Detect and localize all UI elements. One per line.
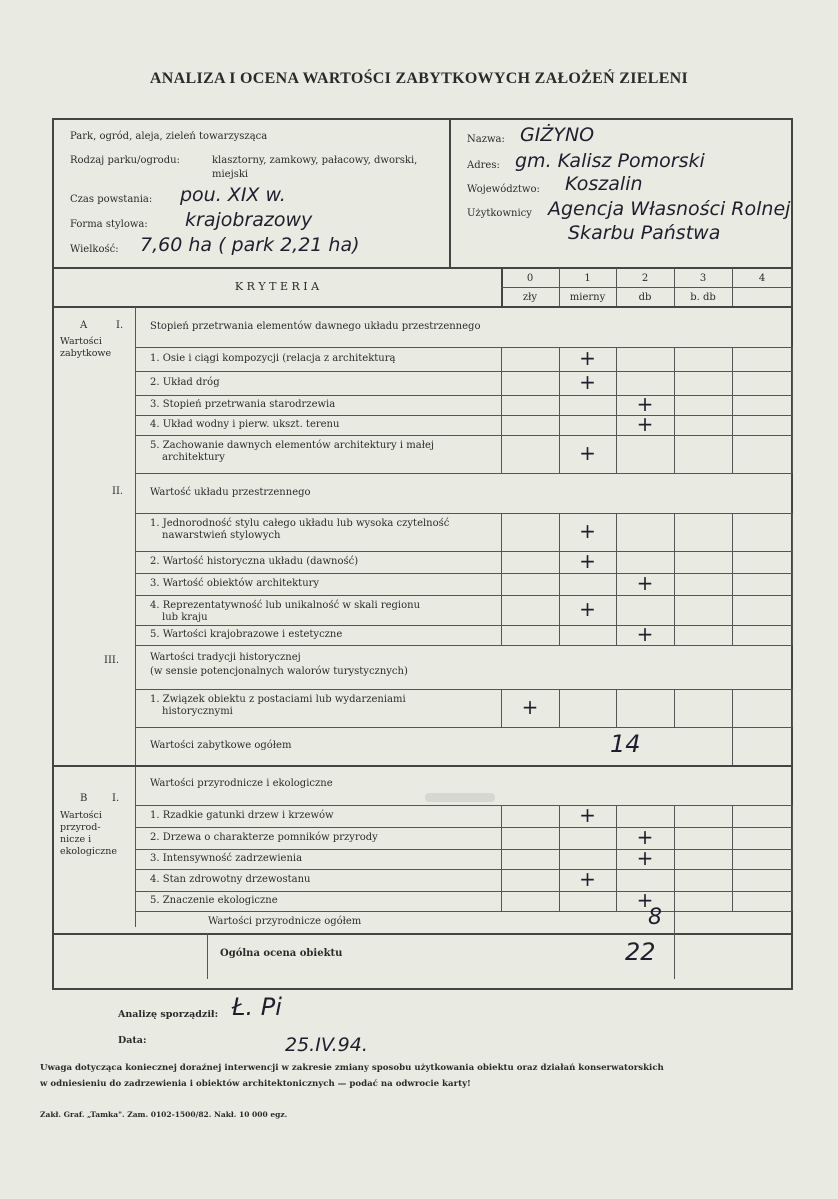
score-cell-divider: [732, 689, 733, 727]
row-line: [135, 805, 792, 806]
score-cell-divider: [732, 551, 733, 573]
score-cell-divider: [616, 347, 617, 371]
section-b-title: Wartości przyrodnicze i ekologiczne: [150, 778, 333, 789]
row-line: [135, 727, 792, 728]
mark-plus: +: [579, 597, 596, 621]
group-title-2: (w sensie potencjonalnych walorów turystycznych): [150, 666, 408, 677]
row-line: [135, 551, 792, 552]
section-label-divider: [135, 307, 136, 927]
row-line: [135, 689, 792, 690]
section-a-label-2: zabytkowe: [60, 348, 112, 359]
criterion-row-2: historycznymi: [162, 706, 233, 717]
score-cell-divider: [792, 347, 793, 371]
park-kind-label: Rodzaj parku/ogrodu:: [70, 155, 180, 166]
score-cell-divider: [792, 849, 793, 869]
score-cell-divider: [501, 595, 502, 625]
score-cell-divider: [792, 415, 793, 435]
mark-plus: +: [636, 571, 654, 595]
row-line: [135, 891, 792, 892]
score-cell-divider: [559, 573, 560, 595]
criteria-col-number: 4: [758, 273, 766, 284]
group-title: Wartości tradycji historycznej: [150, 652, 301, 663]
mark-plus: +: [579, 519, 596, 543]
score-cell-divider: [559, 827, 560, 849]
score-cell-divider: [559, 625, 560, 645]
row-line: [135, 415, 792, 416]
total-b-label: Wartości przyrodnicze ogółem: [208, 916, 362, 927]
score-cell-divider: [792, 827, 793, 849]
criteria-mid-line: [501, 287, 792, 288]
score-cell-divider: [792, 513, 793, 551]
score-cell-divider: [732, 805, 733, 827]
overall-value: 22: [625, 938, 656, 966]
row-line: [135, 849, 792, 850]
criteria-col-number: 3: [699, 273, 707, 284]
criterion-row: 5. Znaczenie ekologiczne: [150, 895, 278, 906]
criterion-row: 4. Układ wodny i pierw. ukszt. terenu: [150, 419, 340, 430]
criterion-row: 3. Wartość obiektów architektury: [150, 578, 320, 589]
criterion-row: 2. Wartość historyczna układu (dawność): [150, 556, 359, 567]
erased-mark: [425, 793, 495, 802]
score-cell-divider: [501, 347, 502, 371]
row-line: [135, 869, 792, 870]
criteria-bottom-line: [53, 306, 792, 308]
score-cell-divider: [732, 595, 733, 625]
row-line: [135, 513, 792, 514]
name-label: Nazwa:: [467, 134, 505, 145]
overall-line: [53, 933, 792, 935]
group-roman: II.: [112, 486, 124, 497]
mark-plus: +: [579, 549, 596, 573]
score-cell-divider: [674, 415, 675, 435]
group-line: [135, 473, 792, 474]
score-cell-divider: [674, 573, 675, 595]
mark-plus: +: [636, 412, 654, 436]
mark-plus: +: [636, 392, 654, 416]
score-cell-divider: [501, 827, 502, 849]
score-cell-divider: [501, 371, 502, 395]
section-b-roman: I.: [112, 793, 120, 804]
section-a-label-1: Wartości: [60, 336, 102, 347]
score-cell-divider: [616, 869, 617, 891]
row-line: [135, 395, 792, 396]
score-cell-divider: [792, 595, 793, 625]
criteria-col-number: 0: [526, 273, 534, 284]
header-bottom-line: [53, 267, 792, 269]
score-cell-divider: [559, 395, 560, 415]
section-a-roman: I.: [116, 320, 124, 331]
criterion-row-2: architektury: [162, 452, 225, 463]
time-value: pou. XIX w.: [180, 184, 286, 206]
header-divider: [449, 119, 451, 268]
score-cell-divider: [732, 625, 733, 645]
score-cell-divider: [674, 891, 675, 911]
section-b-label-3: nicze i: [60, 834, 92, 845]
score-cell-divider: [559, 415, 560, 435]
users-label: Użytkownicy: [467, 208, 532, 219]
row-line: [135, 595, 792, 596]
section-b-label-2: przyrod-: [60, 822, 101, 833]
criterion-row: 5. Zachowanie dawnych elementów architektury i małej: [150, 440, 434, 451]
criteria-col-label: mierny: [569, 292, 606, 303]
score-cell-divider: [732, 727, 733, 765]
criterion-row: 1. Jednorodność stylu całego układu lub wysoka czytelność: [150, 518, 450, 529]
score-cell-divider: [674, 625, 675, 645]
group-title: Wartość układu przestrzennego: [150, 487, 311, 498]
criterion-row: 4. Stan zdrowotny drzewostanu: [150, 874, 311, 885]
score-cell-divider: [674, 869, 675, 891]
total-a-value: 14: [610, 730, 641, 758]
criterion-row: 2. Drzewa o charakterze pomników przyrody: [150, 832, 378, 843]
group-roman: III.: [104, 655, 120, 666]
group-line: [135, 645, 792, 646]
mark-plus: +: [579, 867, 596, 891]
score-cell-divider: [732, 869, 733, 891]
users-value-2: Skarbu Państwa: [568, 222, 721, 244]
criterion-row: 3. Stopień przetrwania starodrzewia: [150, 399, 336, 410]
score-cell-divider: [732, 435, 733, 473]
score-cell-divider: [501, 625, 502, 645]
score-cell-divider: [792, 805, 793, 827]
score-cell-divider: [559, 689, 560, 727]
overall-label: Ogólna ocena obiektu: [220, 948, 343, 959]
park-kind-options-2: miejski: [212, 169, 249, 180]
score-cell-divider: [559, 849, 560, 869]
criterion-row: 3. Intensywność zadrzewienia: [150, 853, 303, 864]
style-value: krajobrazowy: [185, 209, 313, 231]
mark-plus: +: [636, 622, 654, 646]
score-cell-divider: [732, 891, 733, 911]
section-a-letter: A: [80, 320, 88, 331]
score-cell-divider: [616, 371, 617, 395]
section-b-letter: B: [80, 793, 88, 804]
score-cell-divider: [501, 415, 502, 435]
score-cell-divider: [792, 371, 793, 395]
score-cell-divider: [732, 395, 733, 415]
score-cell-divider: [501, 573, 502, 595]
score-cell-divider: [501, 805, 502, 827]
score-cell-divider: [674, 911, 675, 933]
score-cell-divider: [792, 891, 793, 911]
score-cell-divider: [674, 371, 675, 395]
park-kind-options: klasztorny, zamkowy, pałacowy, dworski,: [212, 155, 418, 166]
score-cell-divider: [674, 513, 675, 551]
author-signature: Ł. Pi: [232, 993, 282, 1021]
score-cell-divider: [616, 595, 617, 625]
name-value: GIŻYNO: [520, 124, 595, 146]
overall-divider: [207, 933, 208, 979]
score-cell-divider: [616, 513, 617, 551]
mark-plus: +: [636, 846, 654, 870]
score-cell-divider: [732, 513, 733, 551]
mark-plus: +: [636, 888, 654, 912]
criterion-row: 1. Związek obiektu z postaciami lub wydarzeniami: [150, 694, 406, 705]
address-value: gm. Kalisz Pomorski: [515, 150, 705, 172]
criterion-row: 5. Wartości krajobrazowe i estetyczne: [150, 629, 343, 640]
score-cell-divider: [674, 551, 675, 573]
score-cell-divider: [616, 435, 617, 473]
style-label: Forma stylowa:: [70, 219, 148, 230]
score-cell-divider: [501, 435, 502, 473]
printer-info: Zakł. Graf. „Tamka". Zam. 0102-1500/82. Nakł. 10 000 egz.: [40, 1110, 288, 1119]
row-line: [135, 911, 792, 912]
time-label: Czas powstania:: [70, 194, 153, 205]
score-cell-divider: [501, 551, 502, 573]
score-cell-divider: [732, 849, 733, 869]
criterion-row-2: nawarstwień stylowych: [162, 530, 281, 541]
score-cell-divider: [732, 371, 733, 395]
score-cell-divider: [674, 849, 675, 869]
score-cell-divider: [732, 827, 733, 849]
note-line-2: w odniesieniu do zadrzewienia i obiektów architektonicznych — podać na odwrocie karty!: [40, 1079, 471, 1089]
criterion-row-2: lub kraju: [162, 612, 208, 623]
section-b-label-4: ekologiczne: [60, 846, 118, 857]
score-cell-divider: [674, 347, 675, 371]
mark-plus: +: [521, 695, 539, 719]
criteria-label: K R Y T E R I A: [234, 280, 320, 293]
mark-plus: +: [579, 441, 596, 465]
users-value: Agencja Własności Rolnej: [548, 198, 791, 220]
date-value: 25.IV.94.: [285, 1034, 368, 1056]
score-cell-divider: [501, 395, 502, 415]
size-value: 7,60 ha ( park 2,21 ha): [140, 234, 360, 256]
score-cell-divider: [792, 573, 793, 595]
score-cell-divider: [674, 595, 675, 625]
criterion-row: 1. Rzadkie gatunki drzew i krzewów: [150, 810, 334, 821]
section-b-label-1: Wartości: [60, 810, 102, 821]
size-label: Wielkość:: [70, 244, 119, 255]
section-b-line: [53, 765, 792, 767]
score-cell-divider: [674, 805, 675, 827]
mark-plus: +: [579, 370, 596, 394]
score-cell-divider: [732, 573, 733, 595]
criterion-row: 4. Reprezentatywność lub unikalność w skali regionu: [150, 600, 421, 611]
score-cell-divider: [674, 827, 675, 849]
score-cell-divider: [792, 689, 793, 727]
total-a-label: Wartości zabytkowe ogółem: [150, 740, 292, 751]
row-line: [135, 625, 792, 626]
criteria-col-label: zły: [522, 292, 538, 303]
row-line: [135, 371, 792, 372]
voivodeship-value: Koszalin: [565, 173, 643, 195]
score-cell-divider: [501, 849, 502, 869]
score-cell-divider: [792, 869, 793, 891]
park-type-label: Park, ogród, aleja, zieleń towarzysząca: [70, 131, 268, 142]
score-cell-divider: [792, 395, 793, 415]
row-line: [135, 347, 792, 348]
score-cell-divider: [501, 869, 502, 891]
score-cell-divider: [732, 347, 733, 371]
row-line: [135, 573, 792, 574]
address-label: Adres:: [467, 160, 500, 171]
overall-divider: [674, 933, 675, 979]
author-label: Analizę sporządził:: [118, 1009, 219, 1020]
criteria-col-number: 2: [641, 273, 649, 284]
score-cell-divider: [674, 395, 675, 415]
date-label: Data:: [118, 1035, 147, 1046]
group-title: Stopień przetrwania elementów dawnego układu przestrzennego: [150, 321, 481, 332]
criterion-row: 1. Osie i ciągi kompozycji (relacja z architekturą: [150, 353, 396, 364]
row-line: [135, 435, 792, 436]
score-cell-divider: [616, 551, 617, 573]
score-cell-divider: [501, 513, 502, 551]
form-title: ANALIZA I OCENA WARTOŚCI ZABYTKOWYCH ZAŁOŻEŃ ZIELENI: [149, 70, 689, 87]
criteria-col-number: 1: [584, 273, 591, 284]
score-cell-divider: [616, 689, 617, 727]
score-cell-divider: [501, 891, 502, 911]
criteria-col-label: db: [638, 292, 652, 303]
mark-plus: +: [579, 803, 596, 827]
score-cell-divider: [792, 551, 793, 573]
row-line: [135, 827, 792, 828]
score-cell-divider: [559, 891, 560, 911]
score-cell-divider: [792, 435, 793, 473]
score-cell-divider: [792, 625, 793, 645]
score-cell-divider: [732, 415, 733, 435]
voivodeship-label: Województwo:: [467, 184, 540, 195]
note-line-1: Uwaga dotycząca koniecznej doraźnej interwencji w zakresie zmiany sposobu użytkowania obiektu oraz działań konserwatorskich: [40, 1063, 664, 1073]
total-b-value: 8: [648, 905, 662, 930]
score-cell-divider: [616, 805, 617, 827]
criteria-col-label: b. db: [690, 292, 716, 303]
criterion-row: 2. Układ dróg: [150, 377, 220, 388]
mark-plus: +: [579, 346, 596, 370]
mark-plus: +: [636, 825, 654, 849]
score-cell-divider: [674, 689, 675, 727]
score-cell-divider: [674, 435, 675, 473]
